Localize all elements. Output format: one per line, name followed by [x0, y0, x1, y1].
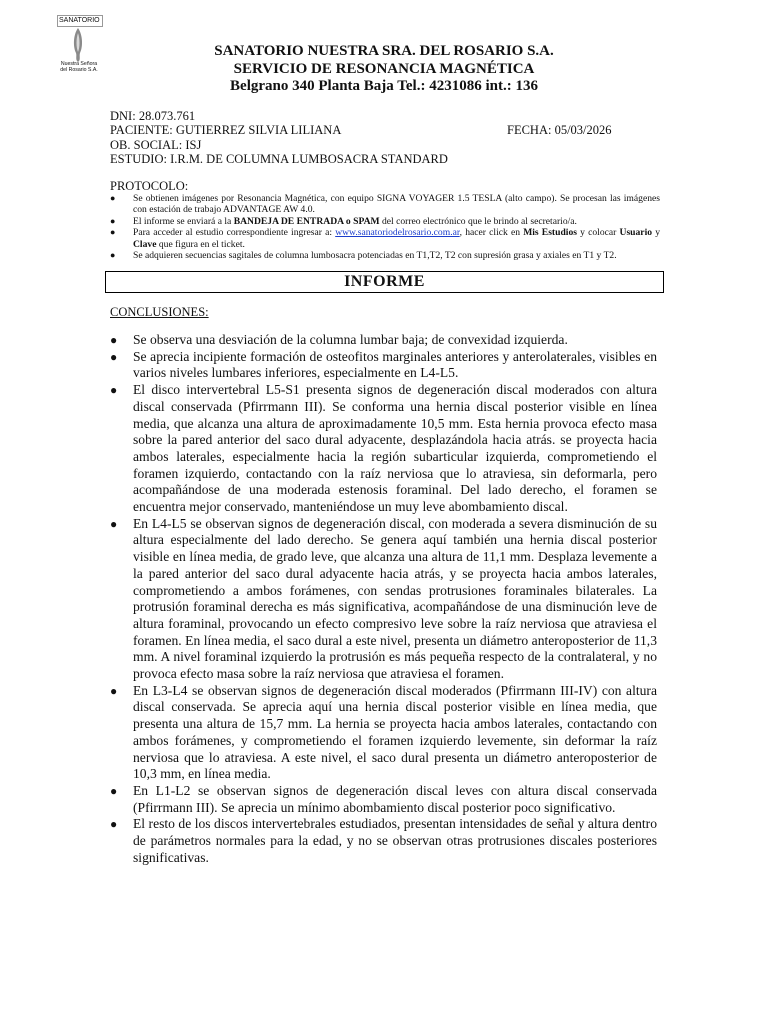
protocol-item	[110, 193, 660, 216]
health-insurance: OB. SOCIAL: ISJ	[110, 137, 202, 152]
conclusion-text: En L1-L2 se observan signos de degeneración discal leves con altura discal conservada (Pfirrmann III). Se aprecia un mínimo abombamiento discal posterior poco significativo.	[133, 782, 657, 815]
bullet-icon: ●	[110, 193, 116, 203]
bullet-icon: ●	[110, 250, 116, 261]
bullet-icon: ●	[110, 383, 118, 398]
conclusion-item	[110, 816, 657, 866]
conclusion-item	[110, 349, 657, 382]
website-link[interactable]: www.sanatoriodelrosario.com.ar	[335, 227, 460, 239]
protocol-item-text: Se obtienen imágenes por Resonancia Magnética, con equipo SIGNA VOYAGER 1.5 TESLA (alto campo). Se procesan las imágenes con estación de trabajo ADVANTAGE AW 4.0.	[133, 193, 660, 216]
report-header	[110, 43, 658, 96]
patient-info	[110, 109, 670, 166]
protocol-item-text: y	[652, 227, 660, 239]
conclusion-item	[110, 516, 657, 683]
protocol-item	[110, 250, 660, 261]
protocol-item-text: del correo electrónico que le brindo al secretario/a.	[379, 215, 577, 227]
report-date: FECHA: 05/03/2026	[507, 123, 612, 138]
protocol-item-text: Se adquieren secuencias sagitales de columna lumbosacra potenciadas en T1,T2, T2 con supresión grasa y axiales en T1 y T2.	[133, 250, 617, 262]
conclusion-text: El disco intervertebral L5-S1 presenta signos de degeneración discal moderados con altura discal conservada (Pfirrmann III). Se conforma una hernia discal posterior visible en línea media, que alcanza una altura de aproximadamente 10,5 mm. Esta hernia provoca efecto masa sobre la pared anterior del saco dural adyacente, desplazándola hacia atrás. se proyecta hacia ambos laterales, especialmente hacia la región subarticular izquierda, comprometiendo el foramen izquierdo, contactando con la raíz nerviosa que lo atraviesa, sin deformarla, pero acompañándose de una moderada estenosis foraminal. Del lado derecho, el foramen se encuentra mejor conservado, manteniéndose un muy leve abombamiento discal.	[133, 382, 657, 515]
bullet-icon: ●	[110, 817, 118, 832]
protocol-item-text: El informe se enviará a la	[133, 215, 234, 227]
bullet-icon: ●	[110, 349, 118, 364]
conclusion-item	[110, 332, 657, 349]
bullet-icon: ●	[110, 227, 116, 238]
conclusion-item	[110, 683, 657, 783]
protocol-item-bold: Mis Estudios	[523, 227, 577, 239]
conclusion-text: Se observa una desviación de la columna lumbar baja; de convexidad izquierda.	[133, 332, 568, 347]
institution-name: SANATORIO NUESTRA SRA. DEL ROSARIO S.A.	[214, 43, 554, 59]
protocol-item-text: y colocar	[577, 227, 620, 239]
protocol-item-text: , hacer click en	[459, 227, 524, 239]
sanatorio-logo	[57, 15, 99, 79]
protocol-item	[110, 227, 660, 250]
conclusion-text: En L3-L4 se observan signos de degeneración discal moderados (Pfirrmann III-IV) con altura discal conservada. Se aprecia aquí una hernia discal posterior visible en línea media, que presenta una altura de 15,7 mm. La hernia se proyecta hacia ambos laterales, contactando con ambos forámenes, y comprometiendo el foramen izquierdo levemente, sin deformar la raíz nerviosa que lo atraviesa. A este nivel, el saco dural presenta un diámetro anteroposterior de 10,3 mm, en línea media.	[133, 682, 657, 782]
logo-mark-icon	[70, 27, 86, 63]
protocol-item-text: que figura en el ticket.	[156, 238, 245, 250]
conclusion-text: Se aprecia incipiente formación de osteofitos marginales anteriores y anterolaterales, visibles en varios niveles lumbares inferiores, especialmente en L4-L5.	[133, 348, 657, 381]
logo-subtitle-line1: Nuestra Señora	[60, 61, 98, 67]
institution-address: Belgrano 340 Planta Baja Tel.: 4231086 int.: 136	[230, 78, 538, 94]
dni-line: DNI: 28.073.761	[110, 109, 196, 123]
protocol-item-text: Para acceder al estudio correspondiente ingresar a:	[133, 227, 336, 239]
protocol-item-bold: Clave	[133, 238, 157, 250]
logo-top-text: SANATORIO	[57, 15, 103, 27]
logo-subtitle-line2: del Rosario S.A.	[60, 67, 98, 73]
informe-title-box: INFORME	[105, 271, 664, 293]
bullet-icon: ●	[110, 516, 118, 531]
protocol-list	[110, 193, 660, 261]
bullet-icon: ●	[110, 783, 118, 798]
protocol-item	[110, 216, 660, 227]
patient-name: PACIENTE: GUTIERREZ SILVIA LILIANA	[110, 123, 342, 138]
conclusion-text: En L4-L5 se observan signos de degeneración discal, con moderada a severa disminución de su altura especialmente del lado derecho. Se genera aquí también una hernia discal posterior visible en línea media, de grado leve, que alcanza una altura de 11,1 mm. Desplaza levemente a la pared anterior del saco dural adyacente hacia atrás, y se proyecta hacia ambos laterales, comprometiendo a ambos forámenes, con sendas protrusiones foraminales bilaterales. La protrusión foraminal derecha es más significativa, acompañándose de una disminución leve de altura foraminal, provocando un efecto compresivo leve sobre la raíz nerviosa que atraviesa el foramen. En línea media, el saco dural a este nivel, presenta un diámetro anteroposterior de 11,3 mm. A nivel foraminal izquierdo la protrusión es más pequeña respecto de la contralateral, y no provoca efecto masa sobre la raíz nerviosa que atraviesa el foramen.	[133, 515, 657, 682]
protocol-item-bold: BANDEJA DE ENTRADA o SPAM	[233, 215, 380, 227]
conclusion-item	[110, 382, 657, 516]
conclusions-list	[110, 332, 657, 867]
service-name: SERVICIO DE RESONANCIA MAGNÉTICA	[233, 60, 535, 77]
conclusions-title: CONCLUSIONES:	[110, 305, 209, 319]
protocol-item-bold: Usuario	[619, 227, 653, 239]
bullet-icon: ●	[110, 683, 118, 698]
bullet-icon: ●	[110, 333, 118, 347]
conclusion-item	[110, 783, 657, 816]
bullet-icon: ●	[110, 215, 116, 226]
protocol-title: PROTOCOLO:	[110, 179, 189, 193]
patient-row	[110, 123, 670, 137]
conclusion-text: El resto de los discos intervertebrales estudiados, presentan intensidades de señal y altura dentro de parámetros normales para la edad, y no se observan otras protrusiones discales posteriores significativas.	[133, 816, 657, 865]
logo-subtitle	[55, 61, 103, 73]
study-name: ESTUDIO: I.R.M. DE COLUMNA LUMBOSACRA STANDARD	[110, 151, 448, 166]
